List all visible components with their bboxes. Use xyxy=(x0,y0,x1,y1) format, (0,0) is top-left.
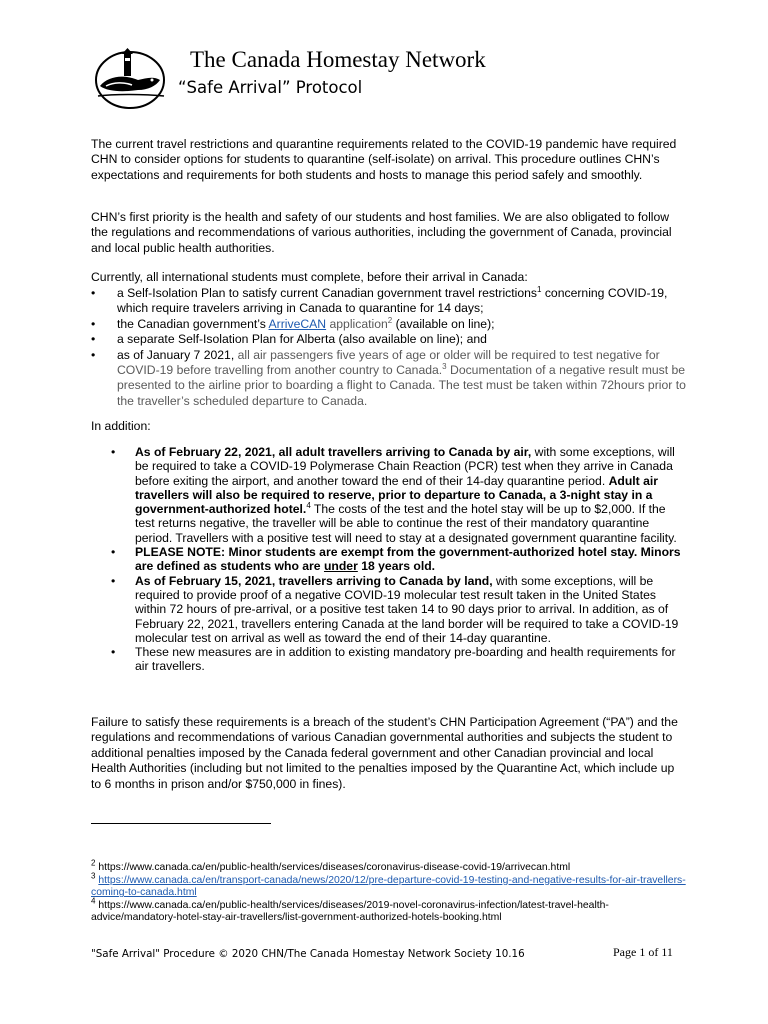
requirement-text: (available on line); xyxy=(392,316,495,331)
emphasis-text: 18 years old. xyxy=(357,559,436,574)
requirement-text: application xyxy=(326,316,388,331)
bullet: • xyxy=(111,573,116,588)
emphasis-text: Adult air travellers will also be required to reserve, prior to departure to Canada, a 3-night stay in a government-authorized hotel. xyxy=(135,473,659,517)
footnote-link[interactable]: https://www.canada.ca/en/transport-canada/news/2020/12/pre-departure-covid-19-testing-and-negative-results-for-air-travellers-coming-to-canada.html xyxy=(91,874,686,899)
list-item xyxy=(111,574,687,645)
addition-text: These new measures are in addition to existing mandatory pre-boarding and health requirements for air travellers. xyxy=(135,645,676,674)
list-item xyxy=(91,286,687,317)
addition-heading: In addition: xyxy=(91,419,151,433)
list-item xyxy=(111,545,687,574)
addition-list xyxy=(111,445,687,674)
footnote-text: https://www.canada.ca/en/public-health/services/diseases/2019-novel-coronavirus-infection/latest-travel-health-advice/mandatory-hotel-stay-air-travellers/list-government-authorized-hotels-booking.html xyxy=(91,899,609,924)
requirements-list xyxy=(91,286,687,409)
list-item xyxy=(91,332,687,347)
bullet: • xyxy=(91,286,96,300)
bullet: • xyxy=(111,545,116,560)
footer-copyright: "Safe Arrival" Procedure © 2020 CHN/The Canada Homestay Network Society 10.16 xyxy=(91,948,525,960)
footnote-ref: 1 xyxy=(537,284,542,294)
requirement-text: the Canadian government’s xyxy=(117,316,269,331)
footnote-ref: 4 xyxy=(306,501,311,511)
list-item xyxy=(91,317,687,332)
footnote-number: 3 xyxy=(91,871,96,881)
bullet: • xyxy=(91,347,96,362)
footnote-ref: 2 xyxy=(387,315,393,325)
emphasis-text: As of February 15, 2021, travellers arriving to Canada by land, xyxy=(135,573,493,588)
list-item xyxy=(111,445,687,545)
emphasis-text: under xyxy=(323,559,358,574)
footnotes xyxy=(91,858,687,925)
intro-paragraph-1: The current travel restrictions and quarantine requirements related to the COVID-19 pandemic have required CHN to consider options for students to quarantine (self-isolate) on arrival. This procedure outlines CHN’s expectations and requirements for both students and hosts to manage this period safely and smoothly. xyxy=(91,137,677,182)
document-subtitle: “Safe Arrival” Protocol xyxy=(178,78,363,97)
bullet: • xyxy=(111,645,116,660)
bullet: • xyxy=(111,445,116,459)
requirement-text: all air passengers five years of age or older will be required to test negative for COVID-19 before travelling from another country to Canada. xyxy=(117,347,660,378)
footnote-number: 2 xyxy=(91,858,96,868)
footnote-text: https://www.canada.ca/en/public-health/services/diseases/coronavirus-disease-covid-19/arrivecan.html xyxy=(95,862,571,873)
intro-paragraph-2: CHN’s first priority is the health and safety of our students and host families. We are also obligated to follow the regulations and recommendations of various authorities, including the government of Canada, provincial and local public health authorities. xyxy=(91,210,672,255)
intro-paragraph-3: Currently, all international students must complete, before their arrival in Canada: xyxy=(91,270,528,284)
footnote-3 xyxy=(91,871,687,900)
bullet: • xyxy=(91,316,96,331)
loon-lighthouse-logo-icon xyxy=(94,46,168,112)
page-number: Page 1 of 11 xyxy=(613,945,673,959)
arrivecan-link[interactable]: ArriveCAN xyxy=(268,316,327,331)
emphasis-text: PLEASE NOTE: Minor students are exempt from the government-authorized hotel stay. Minors are defined as students who are xyxy=(135,545,681,574)
requirement-text: as of January 7 2021, xyxy=(117,347,238,362)
list-item xyxy=(91,348,687,410)
footnote-ref: 3 xyxy=(442,361,447,371)
requirement-text: a Self-Isolation Plan to satisfy current Canadian government travel restrictions xyxy=(117,286,537,300)
requirement-text: Documentation of a negative result must be presented to the airline prior to boarding a flight to Canada. The test must be taken within 72hours prior to the traveller’s scheduled departure to Canada. xyxy=(117,363,686,408)
addition-text: with some exceptions, will be required to provide proof of a negative COVID-19 molecular test result taken in the United States within 72 hours of pre-arrival, or a positive test taken 14 to 90 days prior to arrival. In addition, as of February 22, 2021, travellers entering Canada at the land border will be required to take a COVID-19 molecular test on arrival as well as toward the end of their 14-day quarantine. xyxy=(135,573,679,645)
footnote-2 xyxy=(91,858,687,875)
requirement-text: a separate Self-Isolation Plan for Alberta (also available on line); and xyxy=(117,332,487,347)
footnote-4 xyxy=(91,896,687,925)
footnote-divider xyxy=(91,823,271,824)
emphasis-text: As of February 22, 2021, all adult travellers arriving to Canada by air, xyxy=(135,445,532,459)
failure-paragraph: Failure to satisfy these requirements is a breach of the student’s CHN Participation Agreement (“PA”) and the regulations and recommendations of various Canadian governmental authorities and subjects the student to additional penalties imposed by the Canada federal government and other Canadian provincial and local Health Authorities (including but not limited to the penalties imposed by the Quarantine Act, which include up to 6 months in prison and/or $750,000 in fines). xyxy=(91,715,678,791)
addition-text: The costs of the test and the hotel stay will be up to $2,000. If the test returns negative, the traveller will be able to continue the rest of their mandatory quarantine period. Travellers with a positive test will need to stay at a designated government quarantine facility. xyxy=(135,502,677,545)
list-item xyxy=(111,645,687,674)
organization-title: The Canada Homestay Network xyxy=(190,47,486,72)
bullet: • xyxy=(91,332,96,347)
footnote-number: 4 xyxy=(91,896,96,906)
addition-text: with some exceptions, will be required to take a COVID-19 Polymerase Chain Reaction (PCR) test when they arrive in Canada before exiting the airport, and another toward the end of their 14-day quarantine period. xyxy=(135,445,675,488)
requirement-text: concerning COVID-19, which require travelers arriving in Canada to quarantine for 14 days; xyxy=(117,286,668,316)
